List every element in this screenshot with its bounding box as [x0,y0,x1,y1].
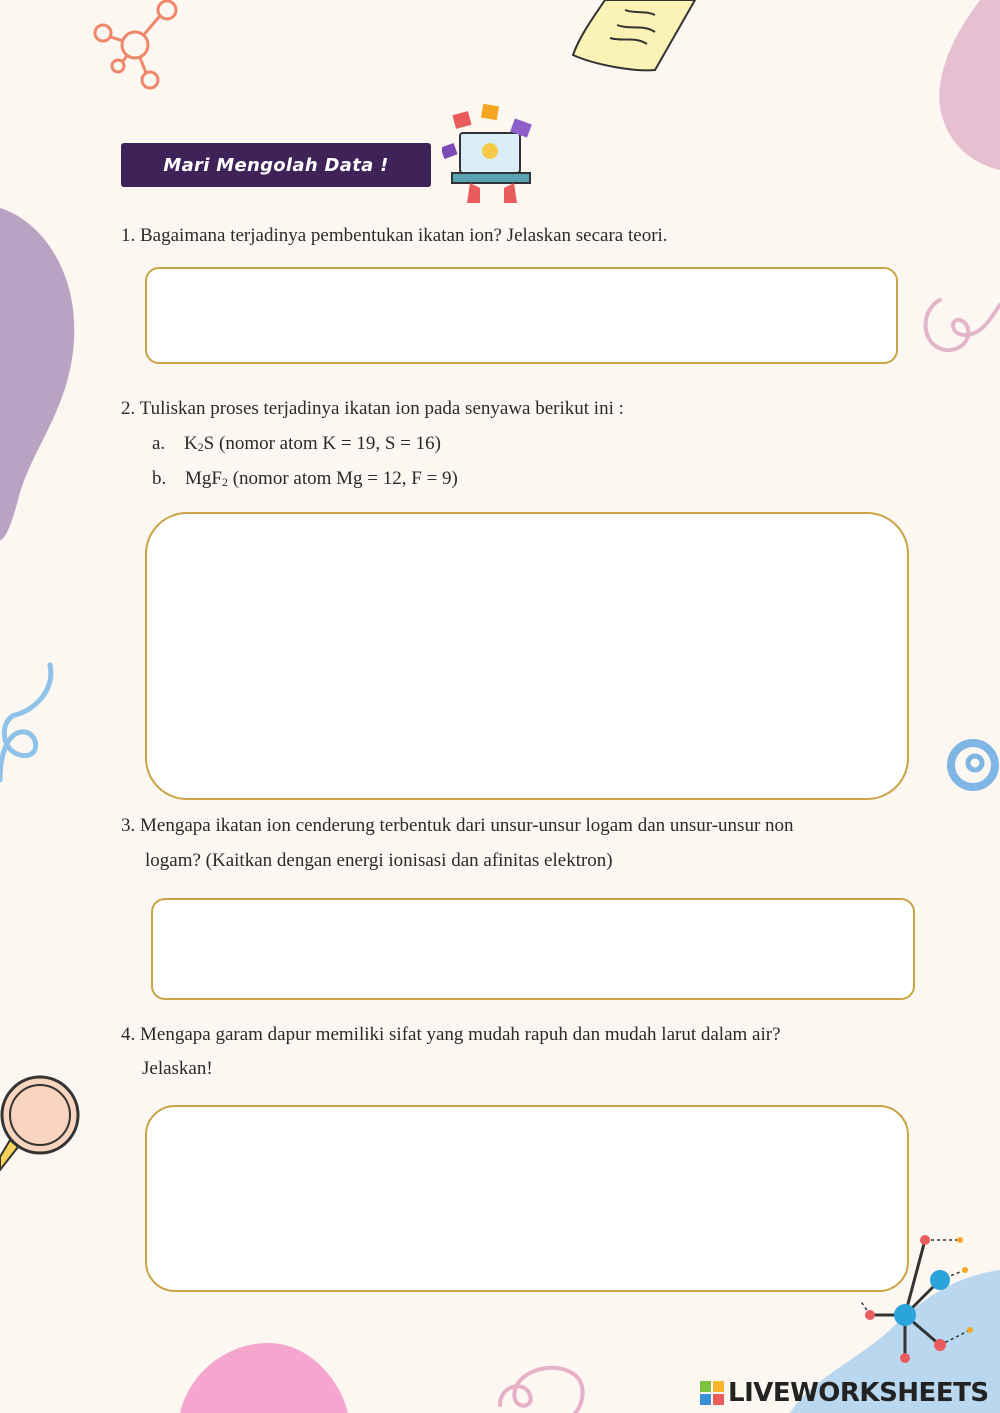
answer-box-3[interactable] [151,898,915,1000]
formula-mgf2: MgF$_2$ [185,468,228,489]
banner-title: Mari Mengolah Data ! [163,154,389,176]
question-4-line-2: Jelaskan! [142,1058,213,1079]
pink-blob-top-right [935,0,1000,175]
squiggle-pink-bottom-icon [495,1355,590,1413]
item-detail: (nomor atom K = 19, S = 16) [214,433,441,454]
question-2-item-b [152,467,458,494]
liveworksheets-brand[interactable] [700,1378,989,1408]
squiggle-pink-right-icon [915,290,1000,360]
answer-box-1[interactable] [145,267,898,364]
laptop-idea-icon [442,103,542,208]
purple-blob-left [0,200,80,540]
squiggle-blue-left-icon [0,660,60,790]
swirl-blue-right-icon [945,735,1000,795]
question-1: 1. Bagaimana terjadinya pembentukan ikatan ion? Jelaskan secara teori. [121,225,668,246]
question-3-line-1: 3. Mengapa ikatan ion cenderung terbentuk dari unsur-unsur logam dan unsur-unsur non [121,815,794,836]
liveworksheets-logo [700,1381,724,1405]
item-detail: (nomor atom Mg = 12, F = 9) [227,468,458,489]
magnifier-icon [0,1075,90,1175]
answer-box-4[interactable] [145,1105,909,1292]
item-marker: b. [152,468,167,489]
question-2: 2. Tuliskan proses terjadinya ikatan ion pada senyawa berikut ini : [121,398,624,419]
formula-k2s: $K_2S$ [183,433,215,454]
section-banner [121,143,431,187]
question-3-line-2: logam? (Kaitkan dengan energi ionisasi dan afinitas elektron) [145,850,613,871]
molecule-icon [90,0,185,95]
question-4-line-1: 4. Mengapa garam dapur memiliki sifat yang mudah rapuh dan mudah larut dalam air? [121,1024,781,1045]
answer-box-2[interactable] [145,512,909,800]
question-2-item-a [152,432,441,459]
pink-blob-bottom [180,1340,350,1413]
paper-scroll-icon [565,0,705,80]
item-marker: a. [152,433,166,454]
brand-name: LIVEWORKSHEETS [728,1378,989,1408]
